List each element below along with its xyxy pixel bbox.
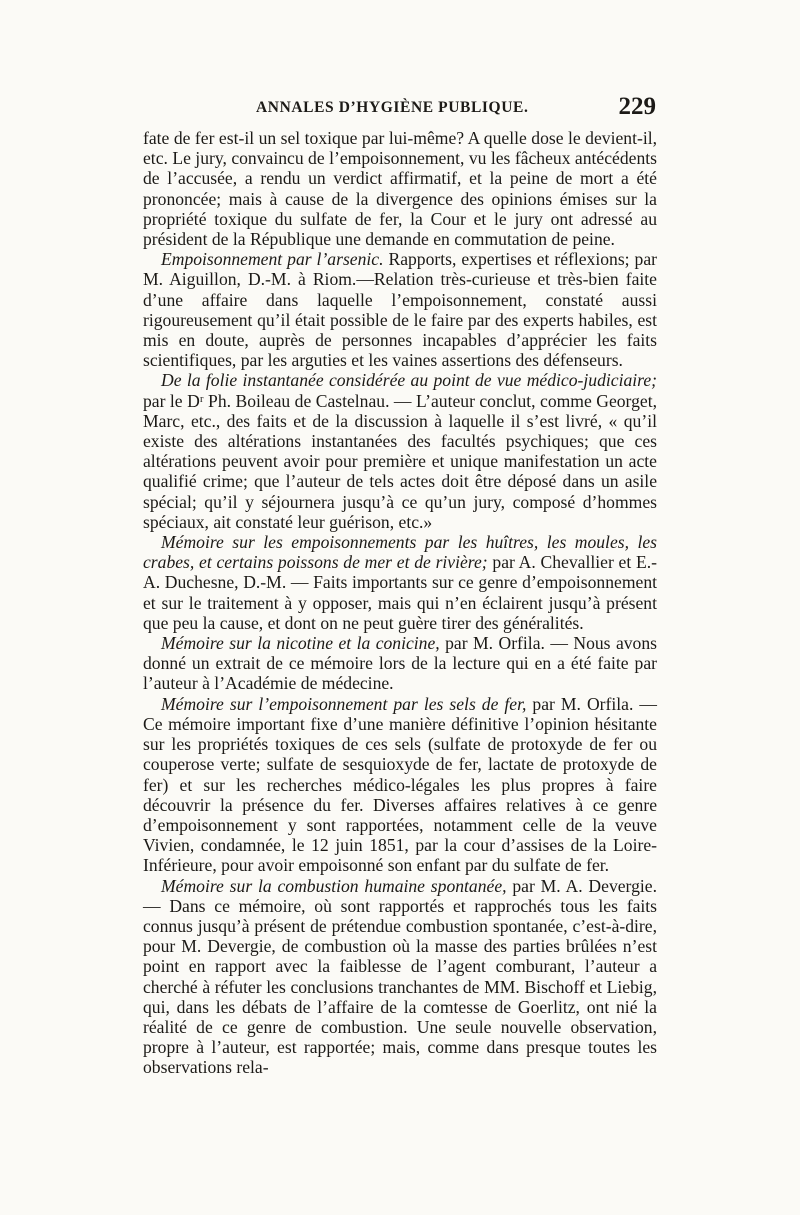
page-header bbox=[143, 93, 656, 122]
entry-folie-instantanee bbox=[143, 370, 657, 532]
entry-arsenic bbox=[143, 249, 657, 370]
entry-text: Rapports, expertises et réflexions; par M. Aiguillon, D.-M. à Riom.—Relation très-curieuse et très-bien faite d’une affaire dans laquelle l’empoisonnement, constaté aussi rigoureusement qu’il était possible de le faire par des experts habiles, est mis en doute, auprès de personnes incapables d’apprécier les faits scientifiques, par les arguties et les vaines assertions des défenseurs. bbox=[143, 249, 658, 371]
entry-title: Mémoire sur l’empoisonnement par les sels de fer, bbox=[161, 693, 527, 714]
entry-text: par le Dʳ Ph. Boileau de Castelnau. — L’auteur conclut, comme Georget, Marc, etc., des faits et de la discussion à laquelle il s’est livré, « qu’il existe des altérations instantanées des facultés psychiques; que ces altérations peuvent avoir pour première et unique manifestation un acte qualifié crime; que l’auteur de tels actes doit être déposé dans un asile spécial; qu’il y séjournera jusqu’à ce qu’un jury, composé d’hommes spéciaux, ait constaté leur guérison, etc.» bbox=[143, 390, 657, 532]
entry-text: par M. Orfila. — Ce mémoire important fixe d’une manière définitive l’opinion hésitante sur les propriétés toxiques de ces sels (sulfate de protoxyde de fer ou couperose verte; sulfate de sesquioxyde de fer, lactate de protoxyde de fer) et sur les recherches médico-légales les plus propres à faire découvrir la présence du fer. Diverses affaires relatives à ce genre d’empoisonnement y sont rapportées, notamment celle de la veuve Vivien, condamnée, le 12 juin 1851, par la cour d’assises de la Loire-Inférieure, pour avoir empoisonné son enfant par du sulfate de fer. bbox=[143, 693, 657, 876]
entry-title: Mémoire sur la nicotine et la conicine, bbox=[161, 633, 440, 654]
entry-text: par M. Orfila. — Nous avons donné un extrait de ce mémoire lors de la lecture qui en a été faite par l’auteur à l’Académie de médecine. bbox=[143, 633, 657, 694]
entry-title: De la folie instantanée considérée au point de vue médico-judiciaire; bbox=[161, 370, 657, 391]
body-text bbox=[143, 128, 657, 1078]
entry-sels-de-fer bbox=[143, 694, 657, 876]
paragraph-continuation bbox=[143, 128, 657, 249]
running-title: ANNALES D’HYGIÈNE PUBLIQUE. bbox=[256, 99, 529, 116]
page-number: 229 bbox=[618, 93, 656, 120]
entry-text: par A. Chevallier et E.-A. Duchesne, D.-M. — Faits importants sur ce genre d’empoisonnement et sur le traitement à y opposer, mais qui n’en éclairent jusqu’à présent que peu la cause, et dont on ne peut guère tirer des généralités. bbox=[143, 552, 657, 633]
entry-huitres-moules bbox=[143, 532, 657, 633]
entry-text: par M. A. Devergie. — Dans ce mémoire, où sont rapportés et rapprochés tous les faits connus jusqu’à présent de prétendue combustion spontanée, c’est-à-dire, pour M. Devergie, de combustion où la masse des parties brûlées n’est point en rapport avec la faiblesse de l’agent comburant, l’auteur a cherché à réfuter les conclusions tranchantes de MM. Bischoff et Liebig, qui, dans les débats de l’affaire de la comtesse de Goerlitz, ont nié la réalité de ce genre de combustion. Une seule nouvelle observation, propre à l’auteur, est rapportée; mais, comme dans presque toutes les observations rela- bbox=[143, 875, 657, 1078]
paragraph-text: fate de fer est-il un sel toxique par lui-même? A quelle dose le devient-il, etc. Le jury, convaincu de l’empoisonnement, vu les fâcheux antécédents de l’accusée, a rendu un verdict affirmatif, et la peine de mort a été prononcée; mais à cause de la divergence des opinions émises sur la propriété toxique du sulfate de fer, la Cour et le jury ont adressé au président de la République une demande en commutation de peine. bbox=[143, 128, 657, 250]
entry-title: Mémoire sur la combustion humaine spontanée, bbox=[161, 875, 507, 896]
entry-combustion-spontanee bbox=[143, 876, 657, 1078]
entry-nicotine-conicine bbox=[143, 633, 657, 694]
entry-title: Empoisonnement par l’arsenic. bbox=[161, 249, 384, 270]
entry-title: Mémoire sur les empoisonnements par les huîtres, les moules, les crabes, et certains poissons de mer et de rivière; bbox=[143, 532, 657, 573]
